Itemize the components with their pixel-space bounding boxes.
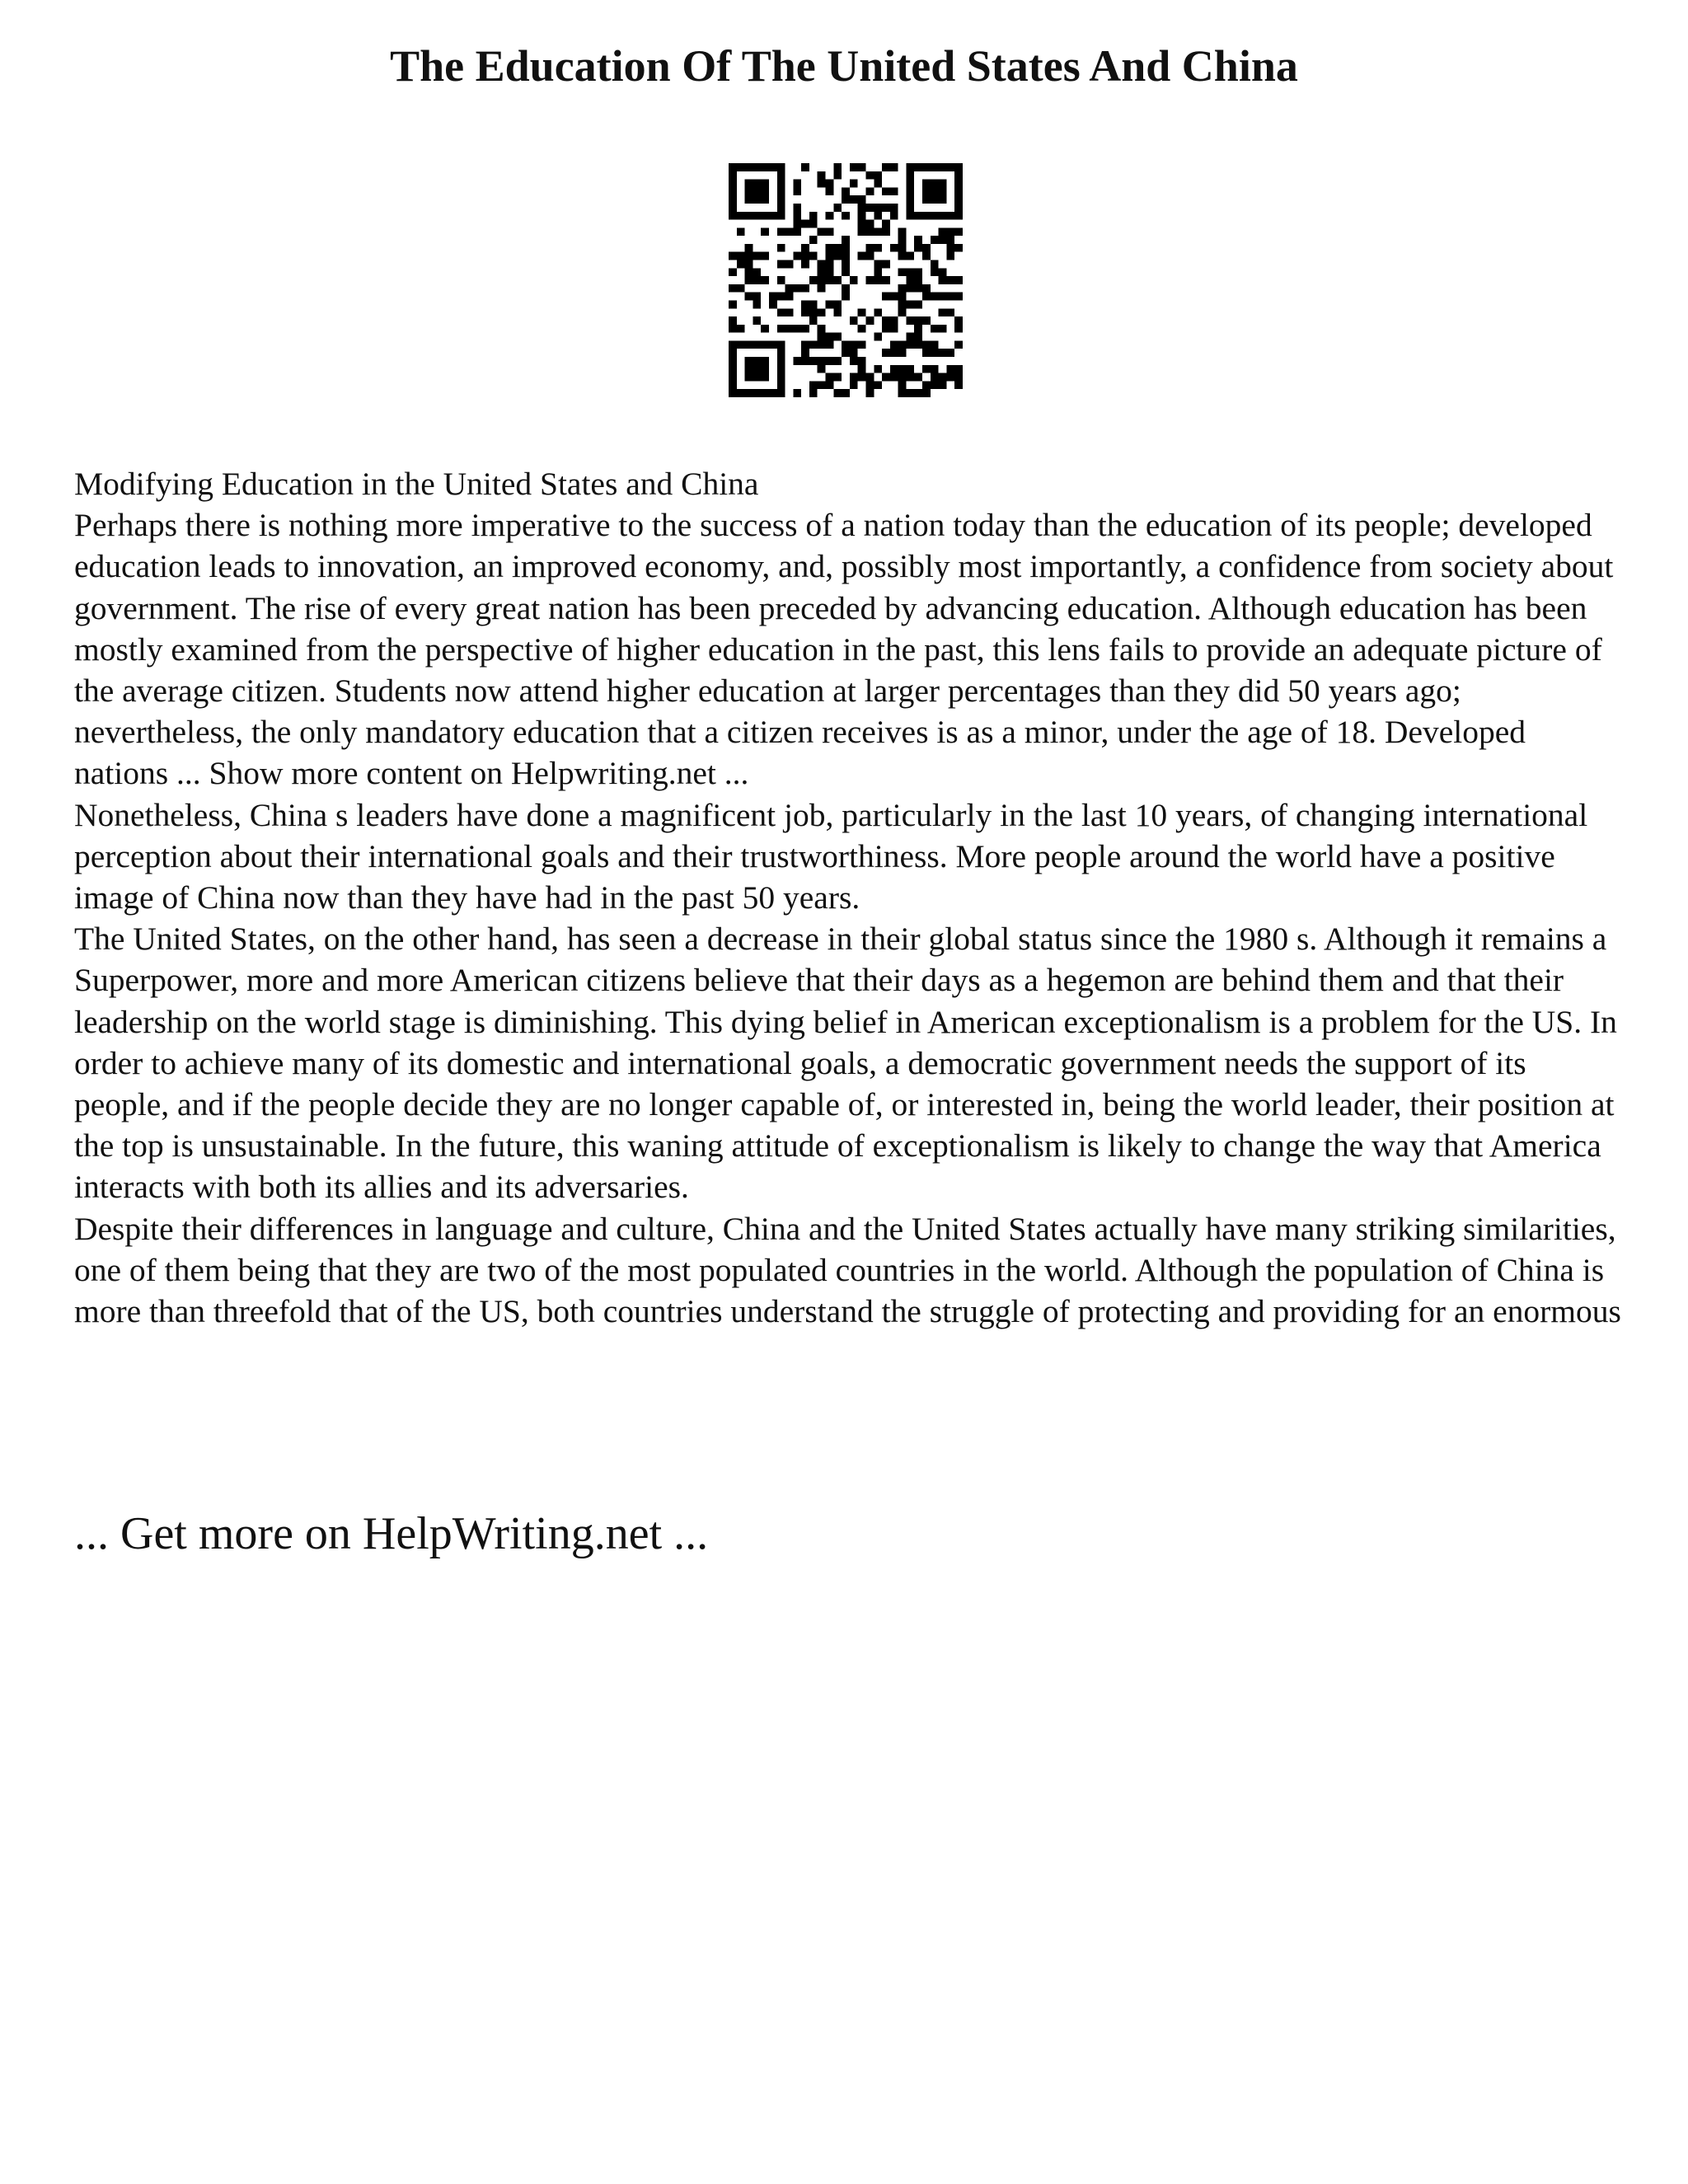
article-body (74, 463, 1624, 1332)
paragraph-1: Perhaps there is nothing more imperative to the success of a nation today than the education of its people; developed education leads to innovation, an improved economy, and, possibly most importantly, a confidence from society about government. The rise of every great nation has been preceded by advancing education. Although education has been mostly examined from the perspective of higher education in the past, this lens fails to provide an adequate picture of the average citizen. Students now attend higher education at larger percentages than they did 50 years ago; nevertheless, the only mandatory education that a citizen receives is as a minor, under the age of 18. Developed nations ... Show more content on Helpwriting.net ... (74, 507, 1614, 792)
qr-code-icon (729, 163, 963, 397)
paragraph-3: The United States, on the other hand, has seen a decrease in their global status since the 1980 s. Although it remains a Superpower, more and more American citizens believe that their days as a hegemon are behind them and that their leadership on the world stage is diminishing. This dying belief in American exceptionalism is a problem for the US. In order to achieve many of its domestic and international goals, a democratic government needs the support of its people, and if the people decide they are no longer capable of, or interested in, being the world leader, their position at the top is unsustainable. In the future, this waning attitude of exceptionalism is likely to change the way that America interacts with both its allies and its adversaries. (74, 921, 1617, 1206)
article-subtitle: Modifying Education in the United States and China (74, 466, 759, 502)
page-title: The Education Of The United States And China (390, 41, 1298, 91)
paragraph-4: Despite their differences in language and culture, China and the United States actually have many striking similarities, one of them being that they are two of the most populated countries in the world. Although the population of China is more than threefold that of the US, both countries understand the struggle of protecting and providing for an enormous (74, 1210, 1621, 1330)
get-more-link[interactable]: ... Get more on HelpWriting.net ... (74, 1508, 709, 1559)
paragraph-2: Nonetheless, China s leaders have done a magnificent job, particularly in the last 10 years, of changing international perception about their international goals and their trustworthiness. More people around the world have a positive image of China now than they have had in the past 50 years. (74, 796, 1588, 916)
